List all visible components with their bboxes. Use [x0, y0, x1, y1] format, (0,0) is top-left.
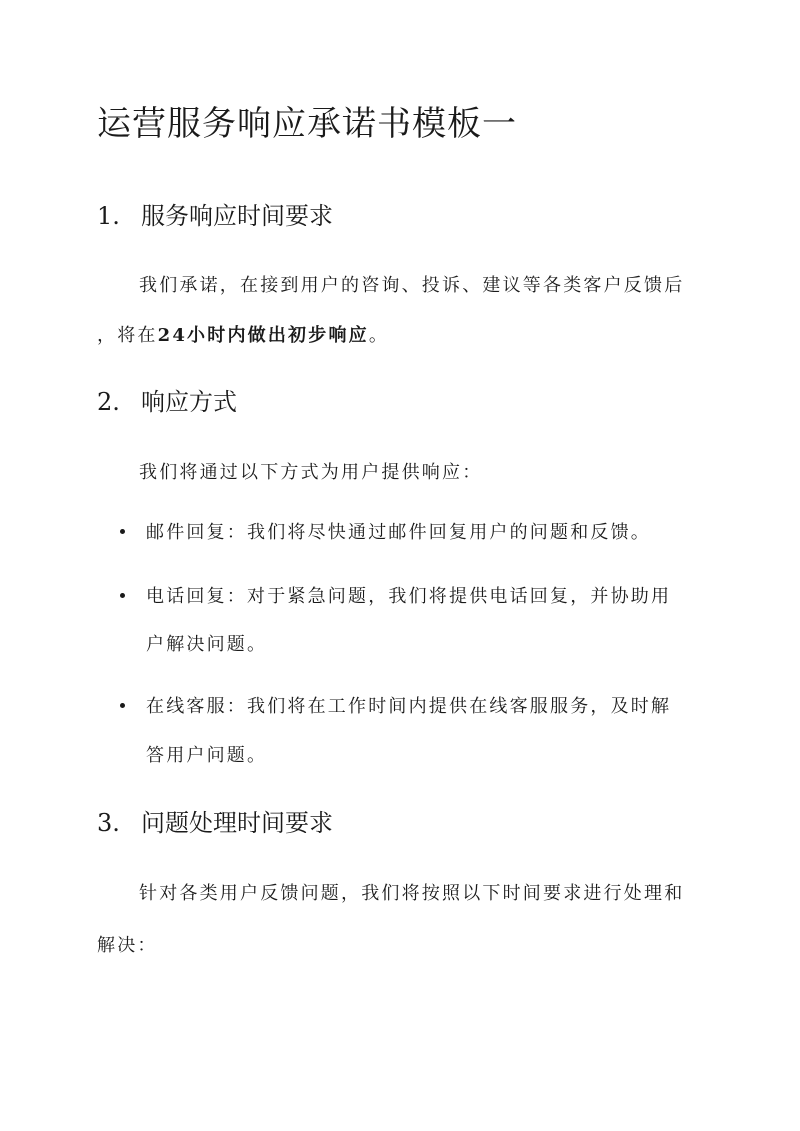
bullet-1-line1: 邮件回复：我们将尽快通过邮件回复用户的问题和反馈。 — [146, 522, 651, 543]
section-3-number: 3. — [97, 809, 120, 837]
bullet-3-line1: 在线客服：我们将在工作时间内提供在线客服服务，及时解 — [146, 696, 672, 717]
section-3-paragraph-line2: 解决： — [97, 935, 158, 956]
bullet-3-dot-icon — [120, 703, 125, 708]
bullet-2-line2: 户解决问题。 — [146, 634, 268, 655]
section-1-line2-suffix: 。 — [368, 325, 390, 346]
section-1-number: 1. — [97, 202, 120, 230]
bullet-2-dot-icon — [120, 593, 125, 598]
bullet-2-line1: 电话回复：对于紧急问题，我们将提供电话回复，并协助用 — [146, 586, 672, 607]
section-1-paragraph-line2 — [97, 321, 389, 347]
section-1-title: 服务响应时间要求 — [141, 202, 333, 230]
section-3-heading — [97, 803, 333, 838]
section-1-line2-emphasis: 24小时内做出初步响应 — [157, 325, 369, 346]
section-1-line2-prefix: ，将在 — [97, 325, 158, 346]
section-1-paragraph-line1: 我们承诺，在接到用户的咨询、投诉、建议等各类客户反馈后 — [139, 275, 685, 296]
section-1-heading — [97, 196, 333, 231]
section-2-title: 响应方式 — [141, 388, 237, 416]
section-2-number: 2. — [97, 388, 120, 416]
document-title: 运营服务响应承诺书模板一 — [97, 104, 517, 144]
section-2-heading — [97, 382, 237, 417]
bullet-3-line2: 答用户问题。 — [146, 745, 268, 766]
bullet-1-dot-icon — [120, 529, 125, 534]
section-3-paragraph-line1: 针对各类用户反馈问题，我们将按照以下时间要求进行处理和 — [139, 883, 685, 904]
section-3-title: 问题处理时间要求 — [141, 809, 333, 837]
section-2-intro: 我们将通过以下方式为用户提供响应： — [139, 462, 483, 483]
